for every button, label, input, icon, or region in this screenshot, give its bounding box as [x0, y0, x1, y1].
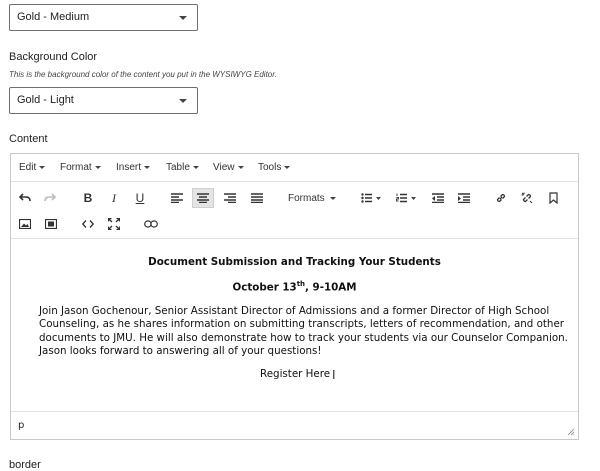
date-time: , 9-10AM — [305, 281, 357, 294]
chevron-down-icon — [179, 99, 187, 103]
menu-edit[interactable] — [19, 162, 45, 173]
editor-toolbar — [11, 182, 578, 239]
date-suffix: th — [296, 280, 306, 288]
resize-handle-icon[interactable] — [567, 428, 575, 436]
caret-down-icon — [144, 166, 150, 169]
bold-icon[interactable]: B — [83, 191, 93, 205]
register-link[interactable]: Register Here — [260, 368, 331, 380]
menu-table[interactable] — [166, 162, 199, 173]
menu-view[interactable] — [213, 162, 244, 173]
unlink-icon[interactable] — [516, 188, 538, 208]
background-color-help: This is the background color of the content you put in the WYSIWYG Editor. — [9, 70, 277, 79]
content-date — [11, 280, 578, 293]
content-label: Content — [9, 133, 48, 145]
formats-dropdown[interactable] — [288, 193, 336, 204]
fullscreen-icon[interactable] — [103, 214, 125, 234]
wysiwyg-editor — [10, 153, 579, 440]
menu-table-label: Table — [166, 162, 190, 173]
background-color-label: Background Color — [9, 51, 98, 63]
caret-down-icon — [238, 166, 244, 169]
numbered-list-icon[interactable] — [391, 188, 421, 208]
chevron-down-icon — [179, 16, 187, 20]
italic-icon[interactable]: I — [112, 190, 116, 205]
menu-insert[interactable] — [116, 162, 150, 173]
bookmark-icon[interactable] — [542, 188, 564, 208]
bullet-list-icon[interactable] — [356, 188, 386, 208]
menu-format[interactable] — [60, 162, 101, 173]
menu-edit-label: Edit — [19, 162, 37, 173]
indent-icon[interactable] — [453, 188, 475, 208]
align-right-icon[interactable] — [219, 188, 241, 208]
undo-icon[interactable] — [14, 188, 36, 208]
chain-icon[interactable] — [140, 214, 162, 234]
menu-insert-label: Insert — [116, 162, 142, 173]
underline-icon[interactable]: U — [135, 191, 145, 205]
menu-tools[interactable] — [258, 162, 290, 173]
align-center-icon[interactable] — [192, 188, 214, 208]
menu-format-label: Format — [60, 162, 92, 173]
media-icon[interactable] — [40, 214, 62, 234]
menu-tools-label: Tools — [258, 162, 282, 173]
align-left-icon[interactable] — [166, 188, 188, 208]
menu-view-label: View — [213, 162, 235, 173]
background-color-select-value: Gold - Light — [17, 94, 74, 106]
caret-down-icon — [193, 166, 199, 169]
image-icon[interactable] — [14, 214, 36, 234]
editor-menubar — [11, 154, 578, 182]
formats-label: Formats — [288, 193, 325, 204]
top-color-select[interactable] — [9, 4, 198, 31]
text-cursor-icon: I — [332, 368, 336, 382]
border-label: border — [9, 459, 41, 471]
background-color-select[interactable] — [9, 87, 198, 114]
caret-down-icon — [95, 166, 101, 169]
code-icon[interactable] — [77, 214, 99, 234]
editor-statusbar — [11, 411, 578, 439]
content-heading: Document Submission and Tracking Your Students — [148, 256, 441, 268]
date-text: October 13 — [232, 281, 297, 294]
caret-down-icon — [330, 197, 336, 200]
top-color-select-value: Gold - Medium — [17, 11, 90, 23]
caret-down-icon — [39, 166, 45, 169]
link-icon[interactable] — [490, 188, 512, 208]
content-paragraph: Join Jason Gochenour, Senior Assistant Director of Admissions and a former Director of High School Counseling, as he shares information on submitting transcripts, letters of recommendation, and other documents to JMU. He will also demonstrate how to track your students via our Counselor Companion. Jason looks forward to answering all of your questions! — [39, 305, 568, 357]
outdent-icon[interactable] — [427, 188, 449, 208]
align-justify-icon[interactable] — [246, 188, 268, 208]
editor-content-area[interactable] — [11, 239, 578, 412]
redo-icon[interactable] — [39, 188, 61, 208]
element-path[interactable]: p — [18, 420, 25, 431]
caret-down-icon — [284, 166, 290, 169]
